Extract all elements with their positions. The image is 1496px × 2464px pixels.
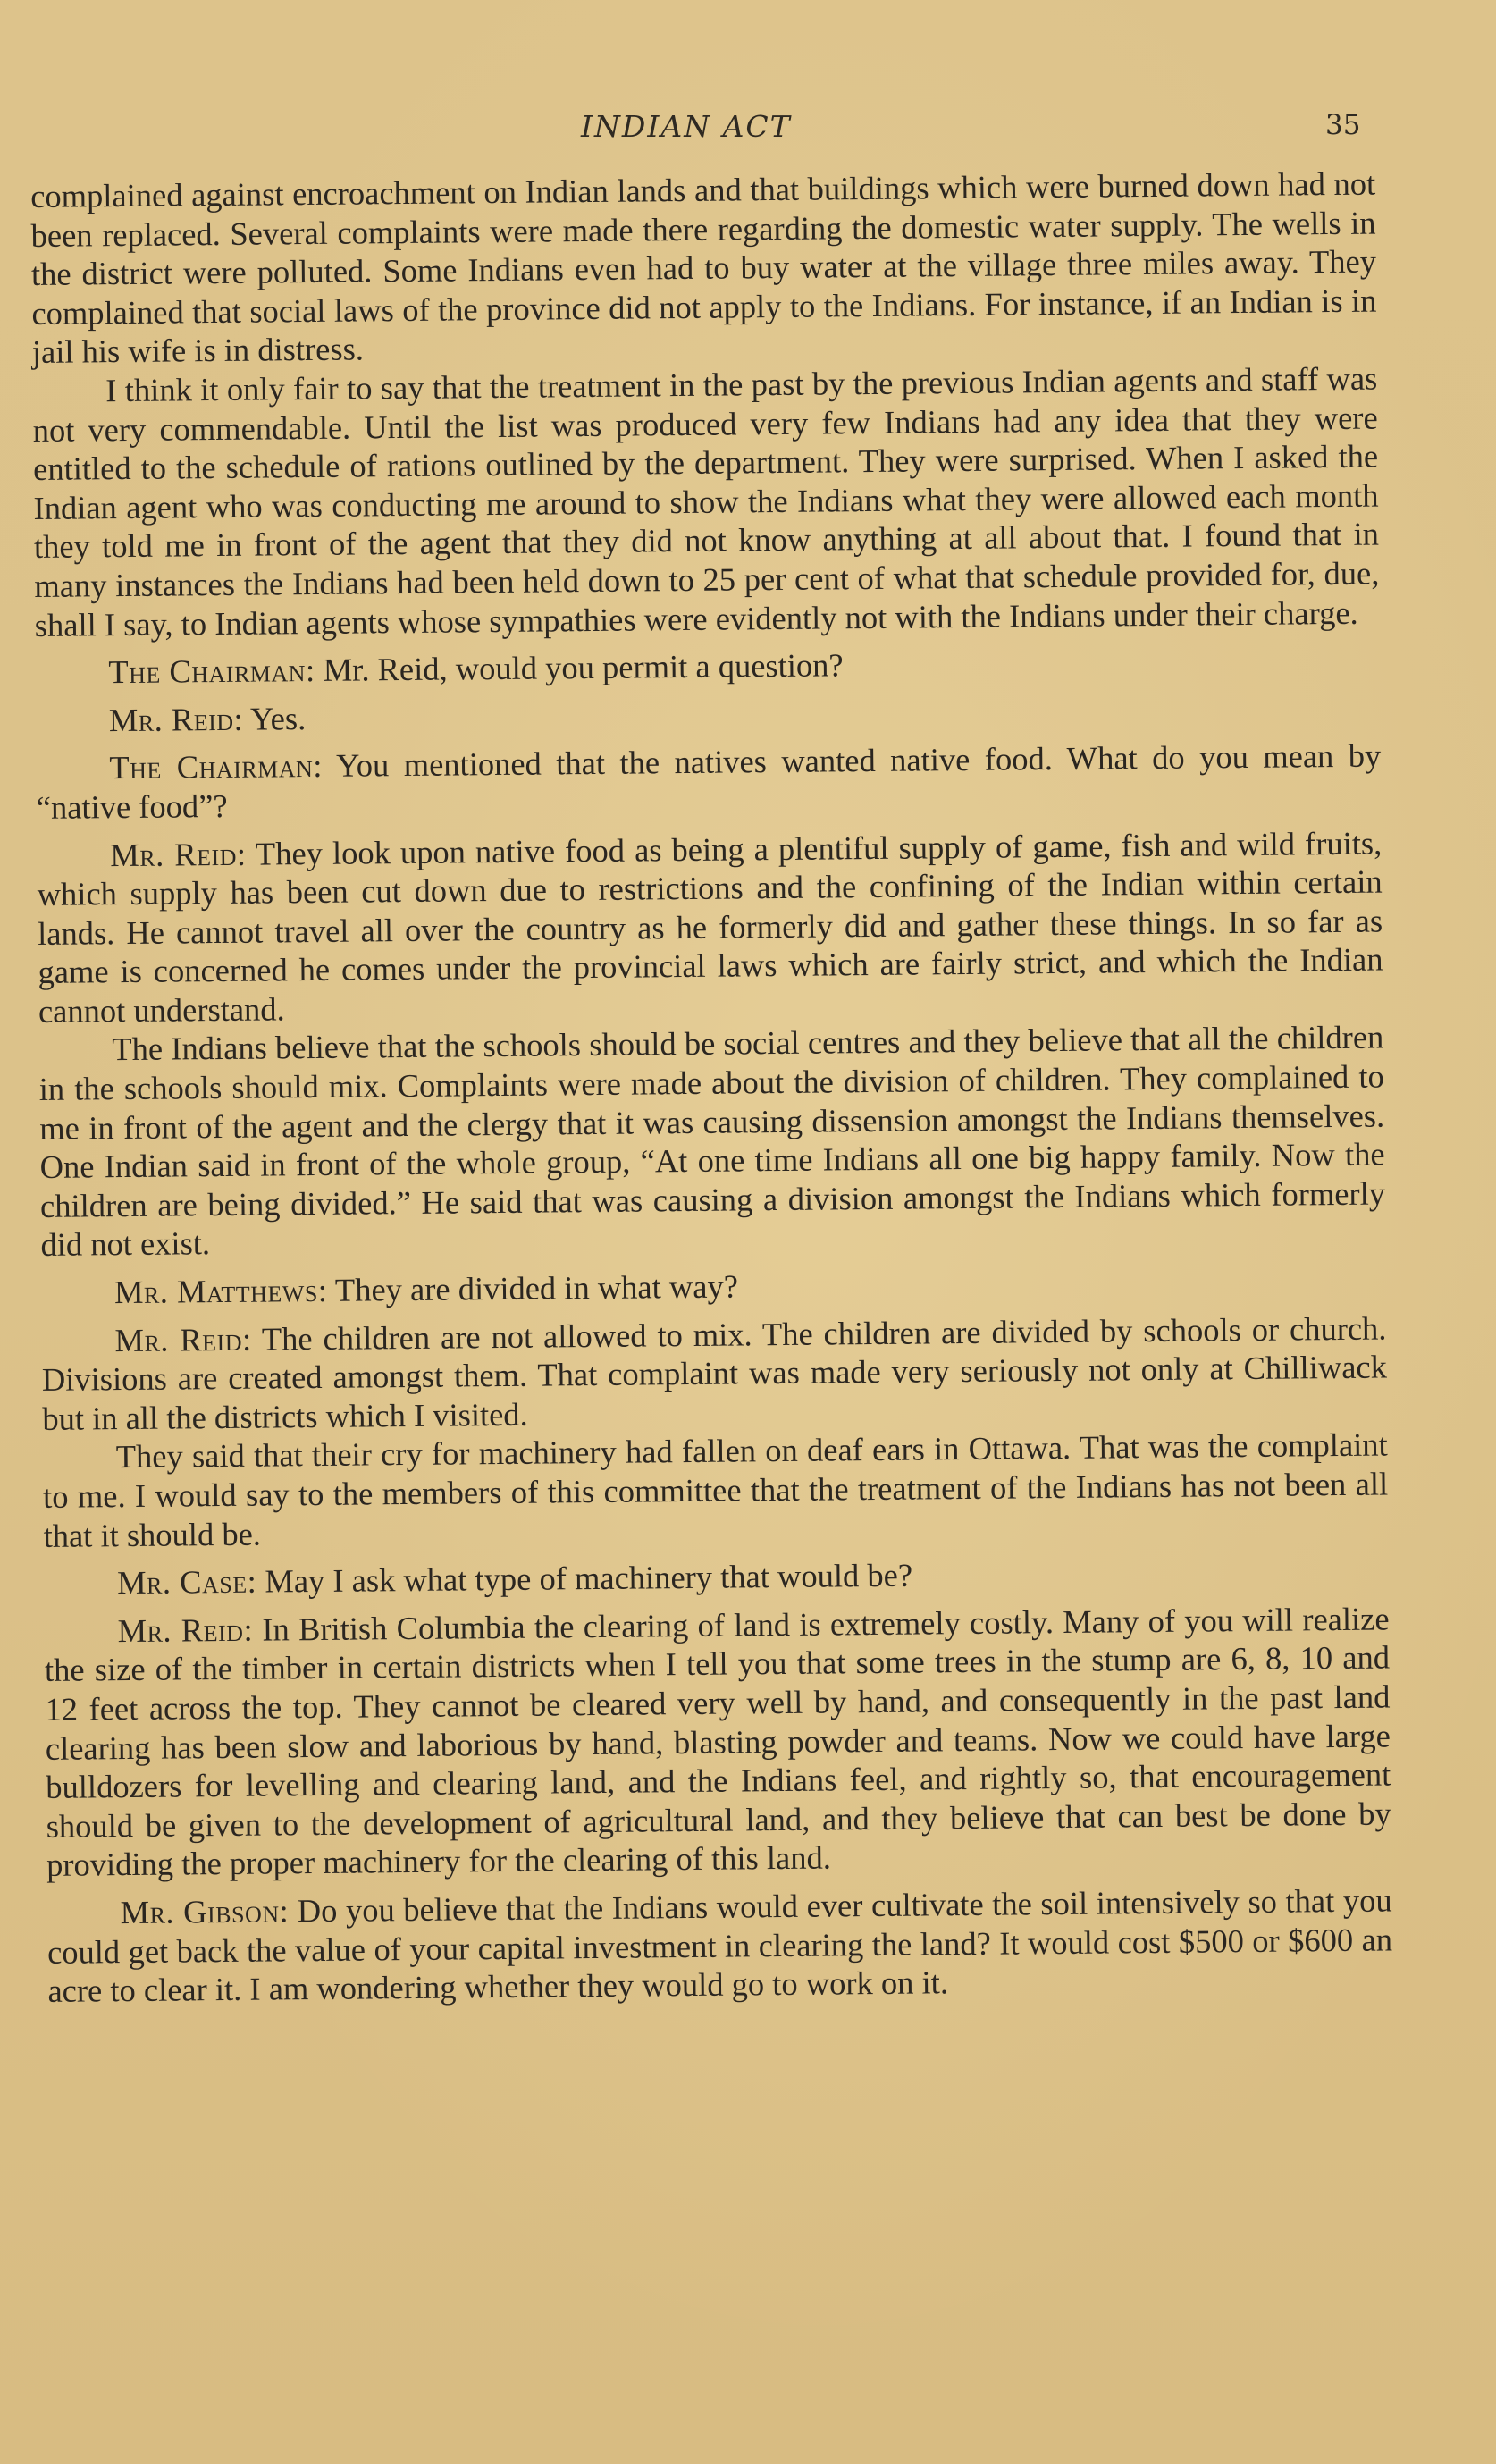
paragraph xyxy=(32,359,1380,645)
speaker-name: Mr. Gibson: xyxy=(120,1892,290,1931)
body-text xyxy=(30,164,1393,2011)
running-title: INDIAN ACT xyxy=(581,109,792,144)
speaker-name: The Chairman: xyxy=(108,652,315,691)
speech-paragraph xyxy=(35,641,1380,693)
speech-paragraph xyxy=(36,736,1382,828)
paragraph-text: complained against encroachment on Indian lands and that buildings which were burned down had not been replaced. Several complaints were made there regarding the domestic water supply. The wells in the district were polluted. Some Indians even had to buy water at the village three miles away. They complained that social laws of the province did not apply to the Indians. For instance, if an Indian is in jail his wife is in distress. xyxy=(30,164,1377,371)
speech-text: The children are not allowed to mix. The children are divided by schools or church. Divisions are created amongst them. That complaint was made very seriously not only at Chilliwack but in all the districts which I visited. xyxy=(41,1309,1388,1437)
speaker-name: Mr. Reid: xyxy=(114,1320,252,1358)
speech-text: Yes. xyxy=(249,699,307,737)
speech-text: Do you believe that the Indians would ever cultivate the soil intensively so that you could get back the value of your capital investment in clearing the land? It would cost $500 or $600 an acre to clear it. I am wondering whether they would go to work on it. xyxy=(46,1881,1393,2010)
speech-text: You mentioned that the natives wanted native food. What do you mean by “native food”? xyxy=(36,736,1382,826)
speaker-name: Mr. Reid: xyxy=(117,1610,254,1649)
paragraph-text: They said that their cry for machinery had fallen on deaf ears in Ottawa. That was the complaint to me. I would say to the members of this committee that the treatment of the Indians has not been all that it should be. xyxy=(42,1425,1389,1554)
speech-paragraph xyxy=(44,1599,1391,1885)
paragraph-text: The Indians believe that the schools should be social centres and they believe that all the children in the schools should mix. Complaints were made about the division of children. They complained to me in front of the agent and the clergy that it was causing dissension amongst the Indians themselves. One Indian said in front of the whole group, “At one time Indians all one big happy family. Now the children are being divided.” He said that was causing a division amongst the Indians which formerly did not exist. xyxy=(38,1018,1386,1264)
paragraph xyxy=(38,1018,1385,1265)
speaker-name: Mr. Matthews: xyxy=(113,1271,328,1311)
speech-text: In British Columbia the clearing of land is extremely costly. Many of you will realize the size of the timber in certain districts when I tell you that some trees in the stump are 6, 8, 10 and 12 feet across the top. They cannot be cleared very well by hand, and consequently in the past land clearing has been slow and laborious by hand, blasting powder and teams. Now we could have large bulldozers for levelling and clearing land, and the Indians feel, and rightly so, that encouragement should be given to the development of agricultural land, and they believe that can best be done by providing the proper machinery for the clearing of this land. xyxy=(44,1600,1391,1884)
speech-paragraph xyxy=(36,688,1381,740)
paragraph-text: I think it only fair to say that the treatment in the past by the previous Indian agents and staff was not very commendable. Until the list was produced very few Indians had any idea that they were entitled to the schedule of rations outlined by the department. They were surprised. When I asked the Indian agent who was conducting me around to show the Indians what they were allowed each month they told me in front of the agent that they did not know anything at all about that. I found that in many instances the Indians had been held down to 25 per cent of what that schedule provided for, due, shall I say, to Indian agents whose sympathies were evidently not with the Indians under their charge. xyxy=(32,359,1380,643)
speech-paragraph xyxy=(44,1552,1389,1603)
paragraph xyxy=(43,1425,1389,1555)
speech-text: They look upon native food as being a plentiful supply of game, fish and wild fruits, which supply has been cut down due to restrictions and the confining of the Indian within certain lands. He cannot travel all over the country as he formerly did and gather these things. In so far as game is concerned he comes under the provincial laws which are fairly strict, and which the Indian cannot understand. xyxy=(37,824,1383,1030)
page-number: 35 xyxy=(1325,109,1361,141)
speech-text: Mr. Reid, would you permit a question? xyxy=(323,646,844,689)
speech-text: They are divided in what way? xyxy=(334,1267,739,1308)
speaker-name: Mr. Reid: xyxy=(110,835,247,873)
speaker-name: Mr. Reid: xyxy=(108,700,244,738)
paragraph xyxy=(30,164,1377,372)
speech-paragraph xyxy=(41,1261,1386,1313)
speech-paragraph xyxy=(46,1880,1392,2010)
speech-text: May I ask what type of machinery that would be? xyxy=(265,1556,913,1600)
speaker-name: Mr. Case: xyxy=(116,1562,257,1602)
speech-paragraph xyxy=(37,823,1383,1030)
running-header xyxy=(0,109,1496,154)
speech-paragraph xyxy=(41,1308,1387,1438)
speaker-name: The Chairman: xyxy=(109,747,324,786)
